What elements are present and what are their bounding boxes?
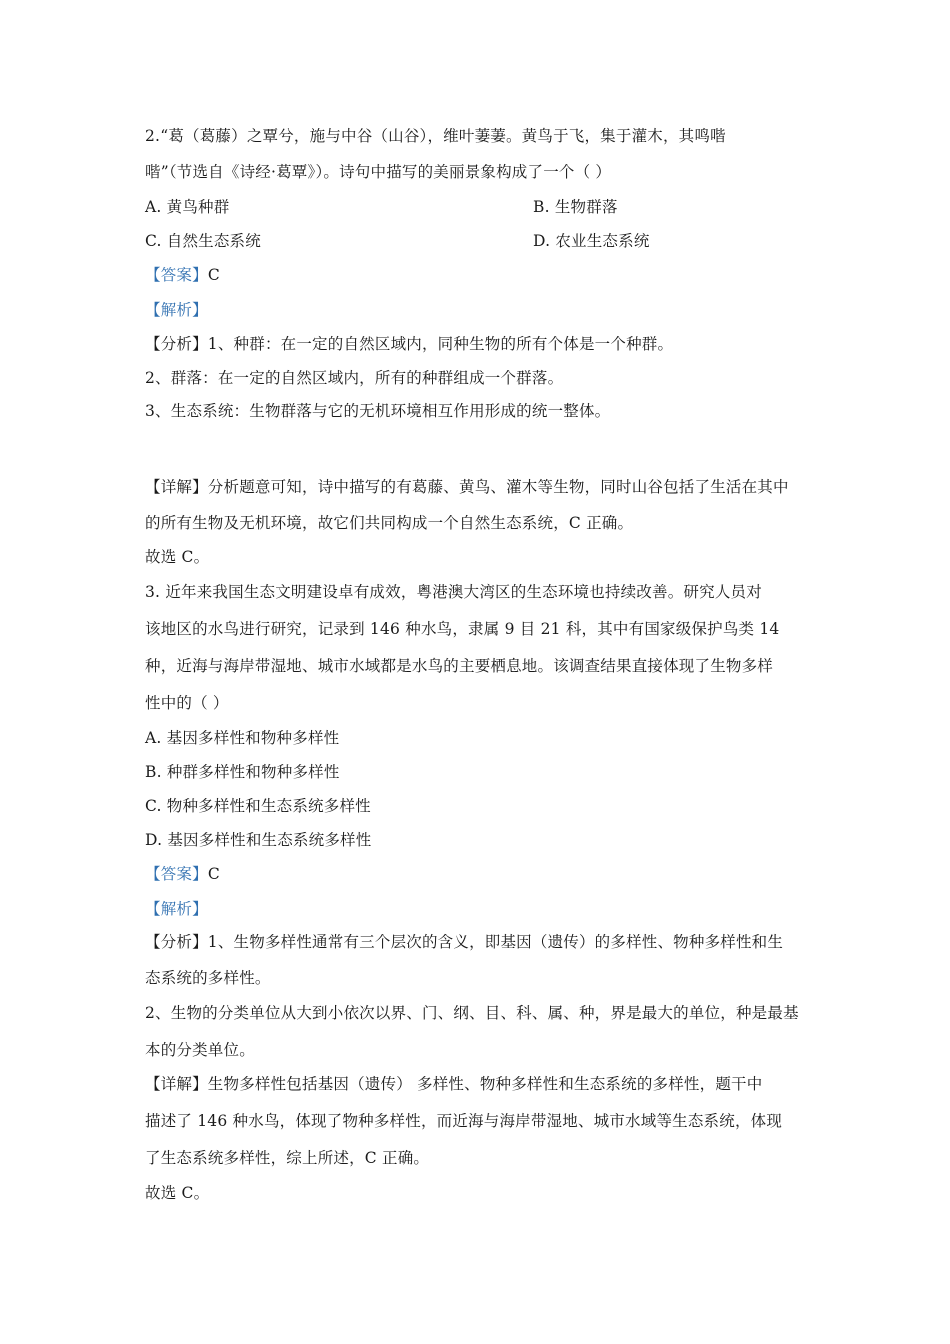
q2-answer-tag: 【答案】 <box>145 266 208 284</box>
q3-stem-line-1: 3. 近年来我国生态文明建设卓有成效，粤港澳大湾区的生态环境也持续改善。研究人员对 <box>145 583 762 601</box>
q3-option-c: C. 物种多样性和生态系统多样性 <box>145 797 371 815</box>
q3-conclusion: 故选 C。 <box>145 1184 210 1202</box>
q3-option-a: A. 基因多样性和物种多样性 <box>145 729 340 747</box>
q2-option-c: C. 自然生态系统 <box>145 232 261 250</box>
q3-stem-line-2: 该地区的水鸟进行研究，记录到 146 种水鸟，隶属 9 目 21 科，其中有国家级保护鸟类 14 <box>145 620 780 638</box>
q3-fenxi-line-3: 2、生物的分类单位从大到小依次以界、门、纲、目、科、属、种，界是最大的单位，种是最基 <box>145 1004 799 1022</box>
q2-fenxi-line-1: 【分析】1、种群：在一定的自然区域内，同种生物的所有个体是一个种群。 <box>145 335 674 353</box>
q2-conclusion: 故选 C。 <box>145 548 210 566</box>
q2-fenxi-line-2: 2、群落：在一定的自然区域内，所有的种群组成一个群落。 <box>145 369 564 387</box>
q2-detail-line-1: 【详解】分析题意可知，诗中描写的有葛藤、黄鸟、灌木等生物，同时山谷包括了生活在其中 <box>145 478 789 496</box>
q2-answer-value: C <box>207 266 220 284</box>
q2-analysis-tag: 【解析】 <box>145 301 208 319</box>
q2-stem-line-2: 喈”（节选自《诗经·葛覃》）。诗句中描写的美丽景象构成了一个（ ） <box>145 163 612 181</box>
q3-option-b: B. 种群多样性和物种多样性 <box>145 763 340 781</box>
q2-option-d: D. 农业生态系统 <box>533 232 650 250</box>
q3-fenxi-line-1: 【分析】1、生物多样性通常有三个层次的含义，即基因（遗传）的多样性、物种多样性和生 <box>145 933 784 951</box>
q3-detail-line-1: 【详解】生物多样性包括基因（遗传） 多样性、物种多样性和生态系统的多样性，题干中 <box>145 1075 763 1093</box>
q3-stem-line-3: 种，近海与海岸带湿地、城市水域都是水鸟的主要栖息地。该调查结果直接体现了生物多样 <box>145 657 774 675</box>
q3-fenxi-line-4: 本的分类单位。 <box>145 1041 255 1059</box>
q3-stem-line-4: 性中的（ ） <box>145 694 229 712</box>
q2-stem-line-1: 2.“葛（葛藤）之覃兮，施与中谷（山谷），维叶萋萋。黄鸟于飞，集于灌木，其鸣喈 <box>145 127 726 145</box>
q2-answer-line <box>145 265 220 285</box>
q2-detail-line-2: 的所有生物及无机环境，故它们共同构成一个自然生态系统，C 正确。 <box>145 514 634 532</box>
q3-detail-line-2: 描述了 146 种水鸟，体现了物种多样性，而近海与海岸带湿地、城市水域等生态系统，体现 <box>145 1112 783 1130</box>
q3-fenxi-line-2: 态系统的多样性。 <box>145 969 271 987</box>
q2-option-a: A. 黄鸟种群 <box>145 198 230 216</box>
q3-option-d: D. 基因多样性和生态系统多样性 <box>145 831 372 849</box>
q3-detail-line-3: 了生态系统多样性，综上所述，C 正确。 <box>145 1149 430 1167</box>
q3-answer-tag: 【答案】 <box>145 865 208 883</box>
q2-option-b: B. 生物群落 <box>533 198 618 216</box>
q2-fenxi-line-3: 3、生态系统：生物群落与它的无机环境相互作用形成的统一整体。 <box>145 402 611 420</box>
q3-answer-value: C <box>207 865 220 883</box>
q3-answer-line <box>145 864 220 884</box>
q3-analysis-tag: 【解析】 <box>145 900 208 918</box>
